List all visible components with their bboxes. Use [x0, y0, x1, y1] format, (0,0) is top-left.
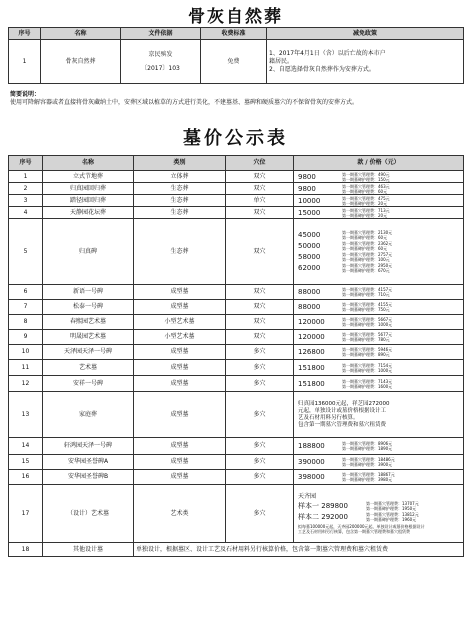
cell-price: [294, 376, 464, 392]
price-value: 58000: [298, 253, 321, 261]
cell-price: [294, 455, 464, 470]
cell-price: [294, 315, 464, 330]
table-row: [9, 376, 464, 392]
price-line: [298, 263, 461, 274]
price-value: 188800: [298, 442, 325, 450]
price-line: [298, 230, 461, 241]
col-header: 序号: [9, 28, 41, 40]
cell-seq: 5: [9, 219, 43, 285]
design-note: 拟每墓100000元起，天齐园200000元起，单独设计或墓价格根据设计 工艺及石材用料另行核算，包含第一期墓穴管理费和墓穴租赁费: [298, 524, 425, 534]
cell-type: 成型墓: [134, 455, 226, 470]
fee-details: 第一期墓穴管理费：13812元 第一期墓碑护理费：1960元: [366, 511, 419, 522]
price-value: 120000: [298, 318, 325, 326]
table-row: [9, 455, 464, 470]
table-row: [9, 330, 464, 345]
design-sample-1: 样本一 289800: [298, 501, 348, 510]
fee-details: 第一期墓穴管理费：5677元 第一期墓碑护理费：780元: [342, 332, 393, 342]
cell-name: 骨灰自然葬: [41, 40, 121, 84]
cell-seq: 12: [9, 376, 43, 392]
col-header: 文件依据: [121, 28, 201, 40]
cell-slot: 多穴: [226, 470, 294, 485]
price-line: [298, 241, 461, 252]
cell-seq: 7: [9, 300, 43, 315]
col-header: 穴位: [226, 156, 294, 171]
cell-seq: 15: [9, 455, 43, 470]
price-value: 9800: [298, 184, 316, 193]
cell-seq: 14: [9, 438, 43, 455]
cell-type: 成型墓: [134, 470, 226, 485]
cell-name: 春熙园艺术墓: [43, 315, 134, 330]
cell-slot: 多穴: [226, 345, 294, 360]
fee-details: 第一期墓穴管理费：2362元 第一期墓碑护理费：60元: [342, 241, 393, 251]
table-row: [9, 470, 464, 485]
cell-price: [294, 300, 464, 315]
cell-seq: 17: [9, 485, 43, 543]
price-line: [298, 457, 461, 468]
price-line: [298, 441, 461, 452]
cell-type: 成型墓: [134, 285, 226, 300]
cell-seq: 18: [9, 543, 43, 557]
price-line: [298, 287, 461, 298]
fee-details: 第一期墓穴管理费：13707元 第一期墓碑护理费：1950元: [366, 500, 419, 511]
cell-name: 新语一号碑: [43, 285, 134, 300]
cell-basis: 京民殡发 〔2017〕103: [121, 40, 201, 84]
cell-slot: 双穴: [226, 207, 294, 219]
cell-seq: 4: [9, 207, 43, 219]
table-row: [9, 543, 464, 557]
fee-details: 第一期墓穴管理费：7143元 第一期墓碑护理费：1600元: [342, 378, 393, 389]
cell-type: 成型墓: [134, 376, 226, 392]
natural-burial-table: [8, 27, 464, 84]
cell-name: 安华园圣誉碑B: [43, 470, 134, 485]
brief-notes: 简要说明： 使用可降解容器或者直接将骨灰藏纳土中，安葬区域以植草的方式进行美化，不建墓基、墓碑和硬质墓穴的不保留骨灰的安葬方式。: [10, 91, 359, 106]
cell-name: （设计）艺术墓: [43, 485, 134, 543]
section-title-bone-ash: 骨灰自然葬: [188, 7, 283, 27]
price-line: [298, 332, 461, 343]
fee-details: 第一期墓穴管理费：463元 第一期墓碑护理费：60元: [342, 183, 390, 194]
cell-name: 归真园回归葬: [43, 183, 134, 195]
cell-type: 成型墓: [134, 392, 226, 438]
cell-policy: 1、2017年4月1日（含）以后亡故的本市户 籍居民。 2、自愿选择骨灰自然葬作为安葬方式。: [267, 40, 464, 84]
price-value: 62000: [298, 264, 321, 272]
cell-type: 艺术类: [134, 485, 226, 543]
price-line: [298, 362, 461, 373]
cell-slot: 双穴: [226, 183, 294, 195]
price-line: [298, 171, 461, 182]
price-line: [298, 472, 461, 483]
cell-price: [294, 207, 464, 219]
cell-name: 天静园花坛葬: [43, 207, 134, 219]
cell-price: [294, 345, 464, 360]
fee-details: 第一期墓穴管理费：2130元 第一期墓碑护理费：60元: [342, 230, 393, 240]
price-value: 15000: [298, 208, 321, 217]
cell-price: [294, 285, 464, 300]
cell-seq: 10: [9, 345, 43, 360]
col-header: 名称: [43, 156, 134, 171]
cell-slot: 双穴: [226, 285, 294, 300]
cell-name: 艺术墓: [43, 360, 134, 376]
table-row: [9, 392, 464, 438]
cell-seq: 11: [9, 360, 43, 376]
table-row: [9, 300, 464, 315]
cell-name: 家庭葬: [43, 392, 134, 438]
cell-seq: 6: [9, 285, 43, 300]
fee-details: 第一期墓穴管理费：5946元 第一期墓碑护理费：890元: [342, 347, 393, 357]
design-sample-2: 样本二 292000: [298, 512, 348, 521]
cell-name: 明晟园艺术墓: [43, 330, 134, 345]
fee-details: 第一期墓穴管理费：4157元 第一期墓碑护理费：710元: [342, 287, 393, 297]
cell-seq: 8: [9, 315, 43, 330]
price-value: 126800: [298, 348, 325, 356]
table-row: [9, 438, 464, 455]
cell-type: 立体葬: [134, 171, 226, 183]
cell-price: [294, 195, 464, 207]
cell-merged-desc: 单独设计，根据墓区、设计工艺及石材用料另行核算价格，包含第一期墓穴管理费和墓穴租赁费: [134, 543, 464, 557]
cell-slot: 多穴: [226, 438, 294, 455]
fee-details: 第一期墓穴管理费：490元 第一期墓碑护理费：150元: [342, 171, 390, 182]
cell-price: [294, 219, 464, 285]
fee-details: 第一期墓穴管理费：18867元 第一期墓碑护理费：3980元: [342, 472, 395, 482]
cell-slot: 多穴: [226, 455, 294, 470]
cell-name: 立式节地葬: [43, 171, 134, 183]
cell-type: 生态葬: [134, 195, 226, 207]
cell-slot: 双穴: [226, 315, 294, 330]
cell-type: 生态葬: [134, 219, 226, 285]
cell-slot: 多穴: [226, 376, 294, 392]
cell-slot: 双穴: [226, 300, 294, 315]
cell-slot: 多穴: [226, 360, 294, 376]
col-header: 减免政策: [267, 28, 464, 40]
fee-details: 第一期墓穴管理费：7154元 第一期墓碑护理费：1000元: [342, 362, 393, 373]
col-header: 序号: [9, 156, 43, 171]
fee-details: 第一期墓穴管理费：713元 第一期墓碑护理费：20元: [342, 207, 390, 218]
table-row: [9, 195, 464, 207]
fee-details: 第一期墓穴管理费：2950元 第一期墓碑护理费：670元: [342, 263, 393, 273]
price-value: 9800: [298, 172, 316, 181]
cell-price: [294, 438, 464, 455]
fee-details: 第一期墓穴管理费：5667元 第一期墓碑护理费：1000元: [342, 317, 393, 327]
cell-name: 安华园圣誉碑A: [43, 455, 134, 470]
price-value: 120000: [298, 333, 325, 341]
table-row: [9, 183, 464, 195]
cell-name: 天泽园天泽一号碑: [43, 345, 134, 360]
cell-type: 生态葬: [134, 183, 226, 195]
cell-price: [294, 171, 464, 183]
cell-type: 小型艺术墓: [134, 330, 226, 345]
cemetery-price-table: [8, 155, 464, 557]
price-value: 10000: [298, 196, 321, 205]
cell-slot: 双穴: [226, 330, 294, 345]
price-line: [298, 347, 461, 358]
cell-seq: 13: [9, 392, 43, 438]
cell-price: [294, 485, 464, 543]
price-value: 88000: [298, 288, 321, 296]
cell-seq: 1: [9, 171, 43, 183]
table-row: [9, 345, 464, 360]
cell-seq: 9: [9, 330, 43, 345]
cell-slot: 多穴: [226, 485, 294, 543]
cell-slot: 双穴: [226, 219, 294, 285]
price-line: [298, 378, 461, 389]
note-line: 元起，单独设计或墓价格根据设计工: [298, 407, 387, 414]
price-line: [298, 302, 461, 313]
cell-type: 成型墓: [134, 360, 226, 376]
cell-price: [294, 183, 464, 195]
table-row: [9, 207, 464, 219]
cell-name: 踏径园回归葬: [43, 195, 134, 207]
note-line: 包含第一期墓穴管理费和墓穴租赁费: [298, 421, 387, 428]
table-row: [9, 360, 464, 376]
price-value: 151800: [298, 363, 325, 372]
cell-seq: 2: [9, 183, 43, 195]
cell-price: [294, 360, 464, 376]
cell-price: [294, 392, 464, 438]
cell-seq: 16: [9, 470, 43, 485]
fee-details: 第一期墓穴管理费：4155元 第一期墓碑护理费：750元: [342, 302, 393, 312]
price-value: 398000: [298, 473, 325, 481]
fee-details: 第一期墓穴管理费：2757元 第一期墓碑护理费：100元: [342, 252, 393, 262]
cell-slot: 双穴: [226, 171, 294, 183]
fee-details: 第一期墓穴管理费：8906元 第一期墓碑护理费：1890元: [342, 441, 393, 451]
col-header: 类别: [134, 156, 226, 171]
section-title-price-list: 墓价公示表: [183, 128, 288, 149]
price-value: 88000: [298, 303, 321, 311]
price-line: [298, 252, 461, 263]
price-value: 151800: [298, 379, 325, 388]
cell-name: 归真碑: [43, 219, 134, 285]
note-line: 归真园136000元起，祥芝园272000: [298, 400, 390, 407]
price-value: 45000: [298, 231, 321, 239]
cell-seq: 3: [9, 195, 43, 207]
fee-details: 第一期墓穴管理费：475元 第一期墓碑护理费：20元: [342, 195, 390, 206]
col-header: 名称: [41, 28, 121, 40]
col-header: 款 / 价格（元）: [294, 156, 464, 171]
table-row: [9, 285, 464, 300]
cell-type: 小型艺术墓: [134, 315, 226, 330]
cell-name: 其他设计墓: [43, 543, 134, 557]
cell-type: 成型墓: [134, 345, 226, 360]
cell-name: 安祥一号碑: [43, 376, 134, 392]
table-row: [9, 485, 464, 543]
price-line: [298, 317, 461, 328]
fee-details: 第一期墓穴管理费：18486元 第一期墓碑护理费：3900元: [342, 457, 395, 467]
cell-name: 松泰一号碑: [43, 300, 134, 315]
cell-price: [294, 330, 464, 345]
price-value: 50000: [298, 242, 321, 250]
cell-type: 成型墓: [134, 300, 226, 315]
table-row: [9, 315, 464, 330]
price-line: [298, 183, 461, 194]
cell-slot: 单穴: [226, 195, 294, 207]
cell-type: 成型墓: [134, 438, 226, 455]
cell-slot: 多穴: [226, 392, 294, 438]
price-line: [298, 207, 461, 218]
table-row: [9, 219, 464, 285]
cell-fee: 免费: [201, 40, 267, 84]
col-header: 收费标准: [201, 28, 267, 40]
cell-name: 轩鸿园天泽一号碑: [43, 438, 134, 455]
note-line: 艺及石材用料另行核算。: [298, 414, 359, 421]
price-line: [298, 195, 461, 206]
design-park: 天齐园: [298, 493, 317, 500]
cell-seq: 1: [9, 40, 41, 84]
price-value: 390000: [298, 458, 325, 466]
table-row: [9, 171, 464, 183]
cell-type: 生态葬: [134, 207, 226, 219]
cell-price: [294, 470, 464, 485]
